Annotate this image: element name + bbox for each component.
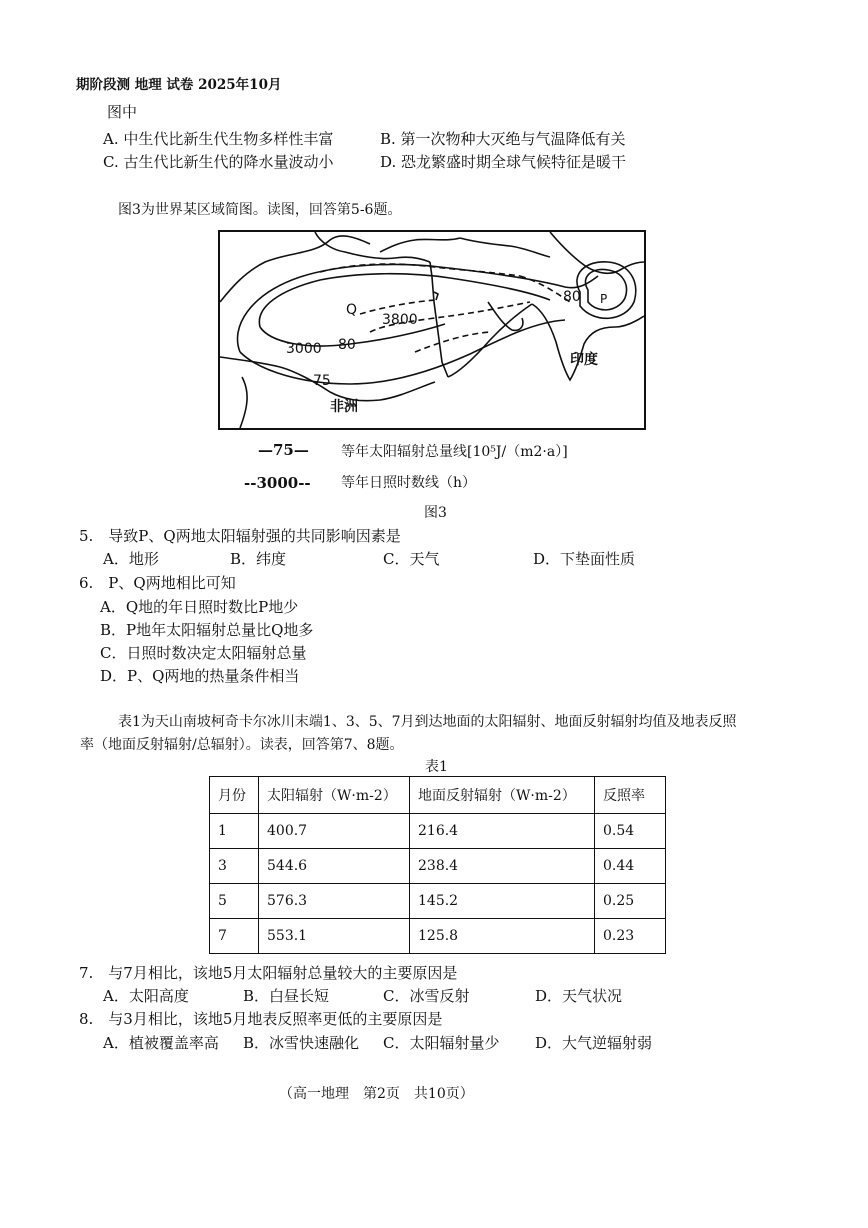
- cell-reflected: 216.4: [410, 814, 595, 849]
- cell-albedo: 0.44: [595, 849, 666, 884]
- option-d: D. 恐龙繁盛时期全球气候特征是暖干: [380, 153, 627, 171]
- cell-albedo: 0.25: [595, 884, 666, 919]
- q7-option-c: C．冰雪反射: [383, 987, 470, 1005]
- map-label-80-east: 80: [563, 289, 581, 305]
- map-label-80-west: 80: [338, 337, 356, 353]
- q7-option-d: D．天气状况: [535, 987, 623, 1005]
- map-intro: 图3为世界某区域简图。读图，回答第5-6题。: [118, 202, 402, 218]
- q5-option-c: C．天气: [383, 550, 440, 568]
- table-row: [210, 884, 666, 919]
- q5-option-a: A．地形: [103, 550, 159, 568]
- map-caption: 图3: [424, 505, 447, 521]
- page-footer: （高一地理 第2页 共10页）: [279, 1086, 474, 1102]
- map-label-75: 75: [313, 373, 331, 389]
- map-label-india: 印度: [570, 352, 598, 368]
- map-label-q: Q: [346, 302, 358, 318]
- region-map: [218, 230, 646, 430]
- legend-text-sunshine: 等年日照时数线（h）: [341, 475, 477, 491]
- option-c: C. 古生代比新生代的降水量波动小: [103, 153, 334, 171]
- legend-sample-solid: —75—: [258, 441, 309, 459]
- exam-header: 期阶段测 地理 试卷 2025年10月: [76, 77, 282, 93]
- option-a: A. 中生代比新生代生物多样性丰富: [103, 130, 334, 148]
- map-label-3800: 3800: [382, 312, 418, 328]
- q6-option-a: A．Q地的年日照时数比P地少: [100, 598, 299, 616]
- q7-stem: 7. 与7月相比，该地5月太阳辐射总量较大的主要原因是: [79, 964, 458, 982]
- q6-option-c: C．日照时数决定太阳辐射总量: [100, 644, 307, 662]
- cell-month: 1: [210, 814, 259, 849]
- table-intro-line1: 表1为天山南坡柯奇卡尔冰川末端1、3、5、7月到达地面的太阳辐射、地面反射辐射均值及地表反照: [118, 714, 737, 730]
- table-row: [210, 919, 666, 954]
- q8-option-a: A．植被覆盖率高: [103, 1034, 219, 1052]
- q6-stem: 6. P、Q两地相比可知: [79, 574, 236, 592]
- q5-stem: 5. 导致P、Q两地太阳辐射强的共同影响因素是: [79, 527, 401, 545]
- legend-sample-dashed: --3000--: [244, 474, 311, 492]
- header-albedo: 反照率: [595, 777, 666, 814]
- option-b: B. 第一次物种大灭绝与气温降低有关: [380, 130, 626, 148]
- table-title: 表1: [425, 759, 448, 775]
- table-header-row: [210, 777, 666, 814]
- q6-option-b: B．P地年太阳辐射总量比Q地多: [100, 621, 314, 639]
- q7-option-a: A．太阳高度: [103, 987, 189, 1005]
- map-label-africa: 非洲: [330, 399, 358, 415]
- table-row: [210, 849, 666, 884]
- q8-option-c: C．太阳辐射量少: [383, 1034, 500, 1052]
- cell-albedo: 0.23: [595, 919, 666, 954]
- q8-stem: 8. 与3月相比，该地5月地表反照率更低的主要原因是: [79, 1010, 443, 1028]
- q5-option-d: D．下垫面性质: [533, 550, 636, 568]
- cell-albedo: 0.54: [595, 814, 666, 849]
- question-stem-tail: 图中: [107, 103, 138, 121]
- cell-month: 5: [210, 884, 259, 919]
- cell-reflected: 145.2: [410, 884, 595, 919]
- map-label-p: P: [600, 292, 608, 306]
- cell-month: 3: [210, 849, 259, 884]
- legend-text-radiation: 等年太阳辐射总量线[10⁵J/（m2·a）]: [341, 444, 568, 460]
- cell-reflected: 238.4: [410, 849, 595, 884]
- cell-solar: 400.7: [259, 814, 410, 849]
- data-table: [209, 776, 666, 954]
- map-drawing: [220, 232, 644, 428]
- cell-solar: 553.1: [259, 919, 410, 954]
- cell-month: 7: [210, 919, 259, 954]
- table-row: [210, 814, 666, 849]
- map-label-3000: 3000: [286, 341, 322, 357]
- cell-solar: 544.6: [259, 849, 410, 884]
- q7-option-b: B．白昼长短: [243, 987, 330, 1005]
- q8-option-d: D．大气逆辐射弱: [535, 1034, 653, 1052]
- cell-reflected: 125.8: [410, 919, 595, 954]
- table-intro-line2: 率（地面反射辐射/总辐射）。读表，回答第7、8题。: [80, 737, 404, 753]
- q8-option-b: B．冰雪快速融化: [243, 1034, 360, 1052]
- q6-option-d: D．P、Q两地的热量条件相当: [100, 667, 300, 685]
- cell-solar: 576.3: [259, 884, 410, 919]
- header-solar-radiation: 太阳辐射（W·m-2）: [259, 777, 410, 814]
- q5-option-b: B．纬度: [230, 550, 287, 568]
- header-month: 月份: [210, 777, 259, 814]
- header-reflected-radiation: 地面反射辐射（W·m-2）: [410, 777, 595, 814]
